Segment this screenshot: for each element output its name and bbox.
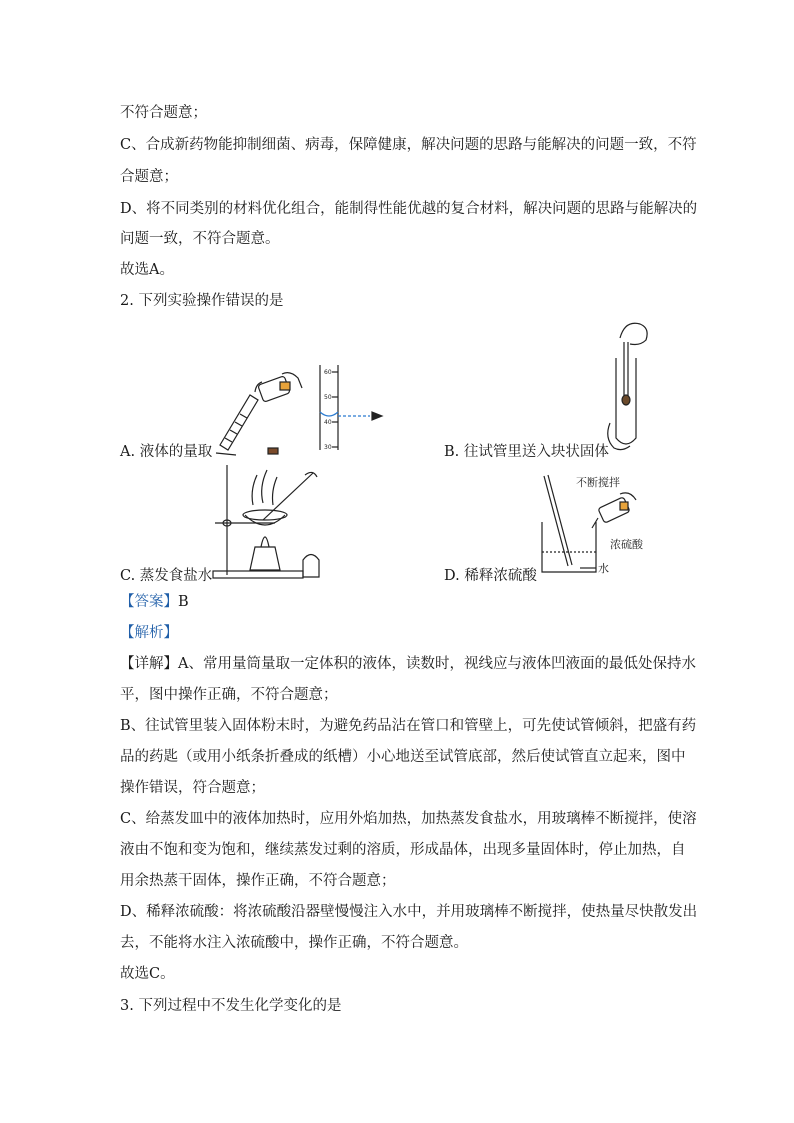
cyl-tick-40: 40 bbox=[324, 419, 332, 426]
cyl-tick-50: 50 bbox=[324, 394, 332, 401]
alcohol-lamp bbox=[250, 537, 280, 570]
acid-label: 浓硫酸 bbox=[610, 538, 643, 551]
figure-a-liquid-measuring bbox=[210, 360, 390, 455]
water-label: 水 bbox=[598, 562, 609, 575]
iron-stand bbox=[213, 465, 303, 578]
detail-line-4: 品的药匙（或用小纸条折叠成的纸槽）小心地送至试管底部，然后使试管直立起来，图中 bbox=[120, 749, 686, 765]
graduated-cylinder-tilted bbox=[216, 395, 258, 455]
lamp-cap bbox=[303, 555, 319, 578]
cylinder-scale-reading bbox=[320, 365, 382, 451]
detail-line-10: 去，不能将水注入浓硫酸中，操作正确，不符合题意。 bbox=[120, 935, 468, 951]
acid-bottle-pouring bbox=[592, 493, 636, 528]
glass-rod bbox=[263, 472, 317, 520]
figure-c-evaporation bbox=[205, 465, 330, 580]
question-2-stem: 2. 下列实验操作错误的是 bbox=[120, 293, 284, 309]
beaker bbox=[542, 522, 596, 572]
conclusion-line: 故选C。 bbox=[120, 966, 175, 982]
detail-line-7: 液由不饱和变为饱和，继续蒸发过剩的溶质，形成晶体，出现多量固体时，停止加热，自 bbox=[120, 842, 686, 858]
option-a-label: A. 液体的量取 bbox=[120, 444, 213, 460]
bottle-stopper bbox=[268, 448, 278, 454]
text-line-5: 问题一致，不符合题意。 bbox=[120, 231, 280, 247]
detail-line-5: 操作错误，符合题意； bbox=[120, 780, 265, 796]
analysis-line bbox=[120, 623, 178, 643]
cyl-tick-60: 60 bbox=[324, 369, 332, 376]
detail-line-2: 平，图中操作正确，不符合题意； bbox=[120, 687, 338, 703]
detail-tag: 【详解】 bbox=[120, 656, 178, 672]
answer-line bbox=[120, 592, 189, 612]
question-3-stem: 3. 下列过程中不发生化学变化的是 bbox=[120, 998, 342, 1014]
option-d-label: D. 稀释浓硫酸 bbox=[444, 568, 537, 584]
reagent-bottle-pouring bbox=[255, 373, 302, 403]
option-b-label: B. 往试管里送入块状固体 bbox=[444, 444, 609, 460]
hand-holding-tongs bbox=[620, 323, 647, 403]
figure-b-test-tube bbox=[600, 318, 660, 458]
detail-line-8: 用余热蒸干固体，操作正确，不符合题意； bbox=[120, 873, 396, 889]
detail-line-3: B、往试管里装入固体粉末时，为避免药品沾在管口和管壁上，可先使试管倾斜，把盛有药 bbox=[120, 718, 697, 734]
text-line-6: 故选A。 bbox=[120, 262, 174, 278]
text-line-4: D、将不同类别的材料优化组合，能制得性能优越的复合材料，解决问题的思路与能解决的 bbox=[120, 201, 698, 217]
detail-line-6: C、给蒸发皿中的液体加热时，应用外焰加热，加热蒸发食盐水，用玻璃棒不断搅拌，使溶 bbox=[120, 811, 697, 827]
evaporating-dish bbox=[243, 470, 287, 525]
figure-d-dilution bbox=[540, 470, 652, 580]
answer-value: B bbox=[178, 594, 189, 610]
stir-label: 不断搅拌 bbox=[576, 476, 620, 489]
cyl-tick-30: 30 bbox=[324, 444, 332, 451]
test-tube-vertical bbox=[608, 358, 636, 450]
option-c-label: C. 蒸发食盐水 bbox=[120, 568, 213, 584]
detail-text-1: A、常用量筒量取一定体积的液体，读数时，视线应与液体凹液面的最低处保持水 bbox=[178, 656, 696, 672]
detail-line-1 bbox=[120, 654, 696, 674]
analysis-tag: 【解析】 bbox=[120, 625, 178, 641]
detail-line-9: D、稀释浓硫酸：将浓硫酸沿器壁慢慢注入水中，并用玻璃棒不断搅拌，使热量尽快散发出 bbox=[120, 904, 698, 920]
text-line-1: 不符合题意； bbox=[120, 105, 207, 121]
answer-tag: 【答案】 bbox=[120, 594, 178, 610]
text-line-3: 合题意； bbox=[120, 169, 178, 185]
text-line-2: C、合成新药物能抑制细菌、病毒，保障健康，解决问题的思路与能解决的问题一致，不符 bbox=[120, 137, 697, 153]
